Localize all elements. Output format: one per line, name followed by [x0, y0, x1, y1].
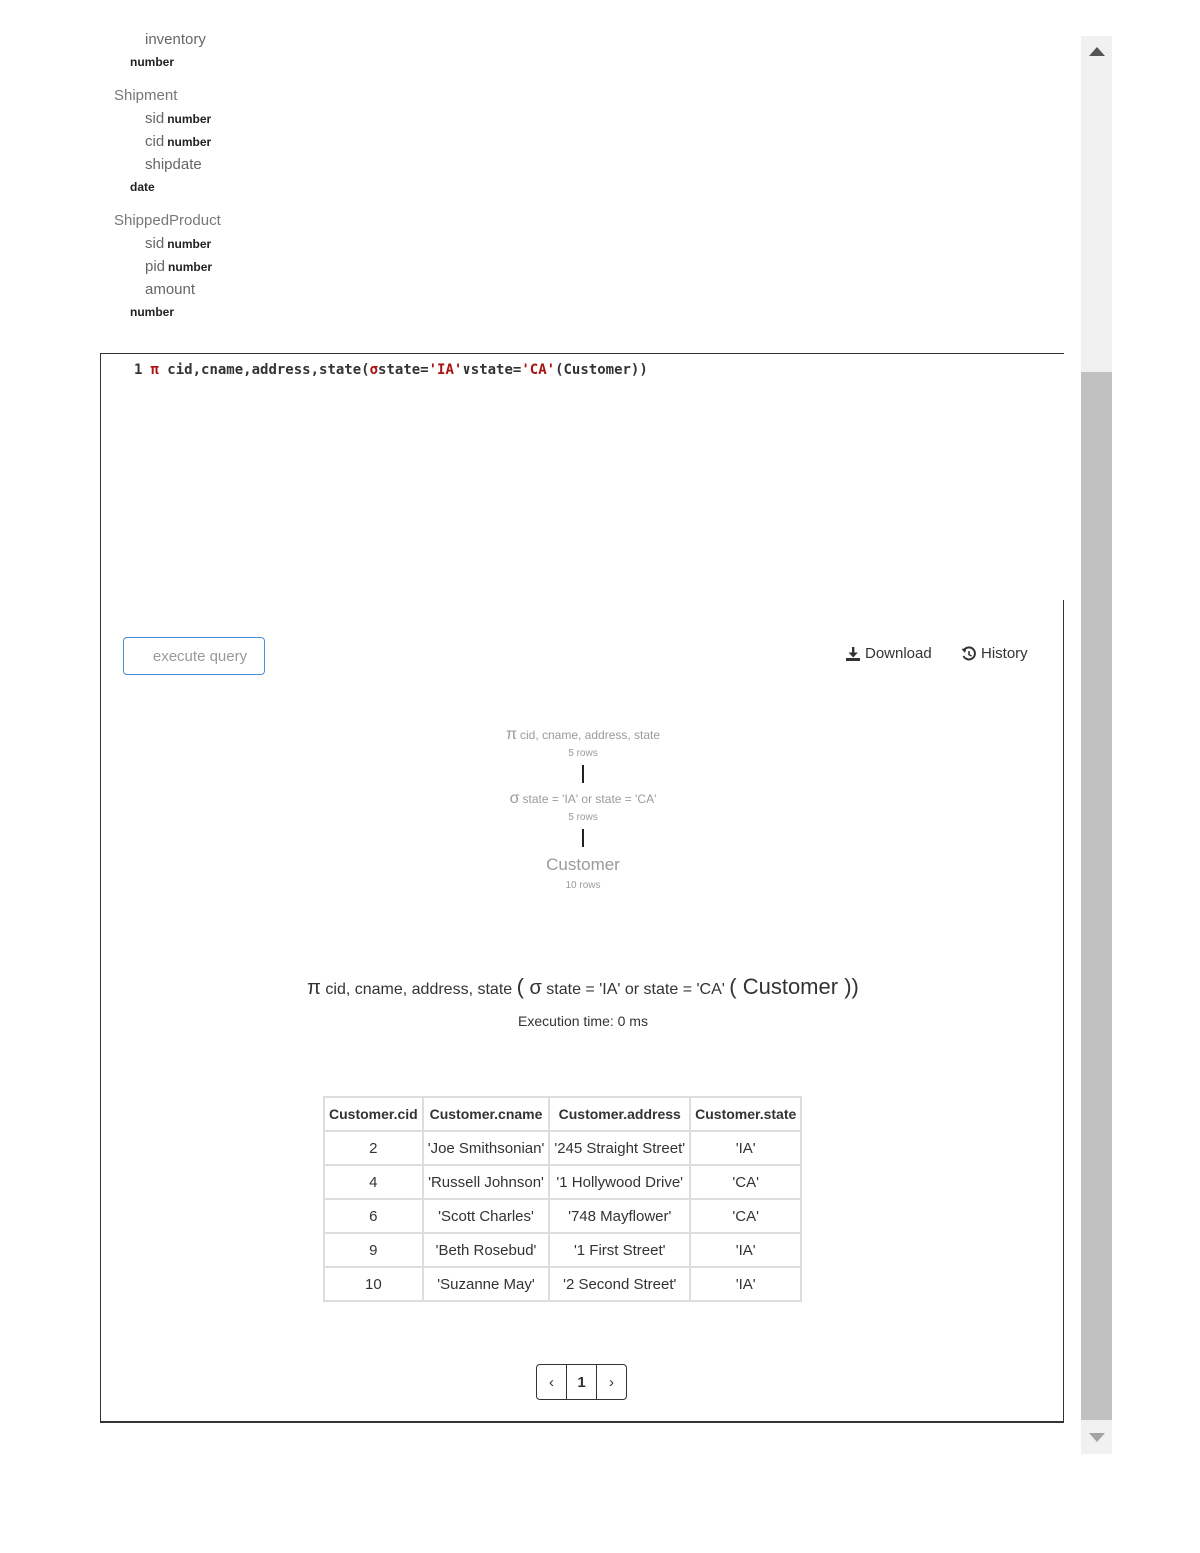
history-icon — [961, 646, 977, 662]
table-cell: 'CA' — [690, 1165, 801, 1199]
code-text: (Customer)) — [555, 362, 648, 378]
schema-attr-type: number — [130, 55, 175, 69]
schema-attr-type: number — [168, 260, 213, 274]
table-cell: 'Joe Smithsonian' — [423, 1131, 550, 1165]
table-cell: 'Scott Charles' — [423, 1199, 550, 1233]
expr-text: state = 'IA' or state = 'CA' — [541, 981, 730, 998]
schema-attr[interactable]: inventory — [145, 31, 206, 48]
table-cell: 'Suzanne May' — [423, 1267, 550, 1301]
schema-attr[interactable]: amount — [145, 281, 196, 298]
page-1-button[interactable]: 1 — [566, 1364, 597, 1400]
schema-attr[interactable]: sid number — [145, 235, 212, 252]
row-count: 10 rows — [565, 880, 601, 891]
schema-attr[interactable]: cid number — [145, 133, 212, 150]
prev-page-button[interactable]: ‹ — [536, 1364, 567, 1400]
tree-node-projection[interactable] — [420, 724, 746, 746]
panel-border — [100, 353, 101, 1423]
sigma-operator: σ — [369, 362, 379, 378]
pi-symbol: π — [307, 977, 321, 999]
schema-attr[interactable]: pid number — [145, 258, 213, 275]
column-header: Customer.cid — [324, 1097, 423, 1131]
table-cell: 2 — [324, 1131, 423, 1165]
editor-border — [100, 353, 1064, 354]
download-button[interactable] — [845, 645, 932, 662]
table-cell: 4 — [324, 1165, 423, 1199]
tree-edge — [582, 829, 584, 847]
table-cell: 'CA' — [690, 1199, 801, 1233]
schema-attr-type: number — [130, 305, 175, 319]
schema-attr[interactable]: shipdate — [145, 156, 202, 173]
column-header: Customer.state — [690, 1097, 801, 1131]
code-string: 'IA' — [428, 362, 463, 378]
execution-time: Execution time: 0 ms — [518, 1013, 648, 1029]
expr-text: cid, cname, address, state — [320, 981, 517, 998]
table-cell: '1 First Street' — [549, 1233, 690, 1267]
node-label: cid, cname, address, state — [519, 728, 661, 742]
column-header: Customer.cname — [423, 1097, 550, 1131]
result-table — [323, 1096, 802, 1302]
scrollbar-thumb[interactable] — [1081, 372, 1112, 1420]
schema-attr-type: number — [167, 237, 212, 251]
table-cell: 'Russell Johnson' — [423, 1165, 550, 1199]
schema-attr[interactable]: sid number — [145, 110, 212, 127]
schema-relation-shippedproduct[interactable]: ShippedProduct — [114, 212, 221, 229]
paren: )) — [844, 974, 859, 999]
table-row — [324, 1165, 801, 1199]
operator-tree — [420, 724, 746, 893]
row-count: 5 rows — [568, 812, 598, 823]
arrow-down-icon — [1089, 1433, 1105, 1442]
table-header-row — [324, 1097, 801, 1131]
table-cell: 'IA' — [690, 1131, 801, 1165]
next-page-button[interactable]: › — [596, 1364, 627, 1400]
query-editor[interactable] — [134, 362, 648, 378]
table-row — [324, 1233, 801, 1267]
tree-node-selection[interactable] — [420, 788, 746, 810]
pi-operator: π — [150, 362, 159, 378]
download-label: Download — [865, 645, 932, 662]
scroll-down-button[interactable] — [1081, 1422, 1112, 1452]
query-expression — [0, 974, 1166, 1000]
tree-edge — [582, 765, 584, 783]
or-operator: ∨ — [462, 362, 471, 378]
table-cell: '2 Second Street' — [549, 1267, 690, 1301]
tree-node-relation[interactable]: Customer — [546, 855, 620, 874]
code-text: cid,cname,address,state( — [158, 362, 370, 378]
history-button[interactable] — [961, 645, 1028, 662]
table-cell: 10 — [324, 1267, 423, 1301]
table-cell: 6 — [324, 1199, 423, 1233]
code-text: state= — [470, 362, 522, 378]
arrow-up-icon — [1089, 47, 1105, 56]
line-number: 1 — [134, 362, 143, 378]
schema-attr-type: number — [167, 112, 212, 126]
table-row — [324, 1267, 801, 1301]
table-row — [324, 1199, 801, 1233]
pagination — [536, 1364, 627, 1400]
column-header: Customer.address — [549, 1097, 690, 1131]
expr-relation: Customer — [736, 974, 845, 999]
schema-attr-type: number — [167, 135, 212, 149]
panel-border — [100, 1421, 1064, 1423]
row-count: 5 rows — [568, 748, 598, 759]
paren: ( — [516, 974, 524, 999]
scroll-up-button[interactable] — [1081, 36, 1112, 66]
table-cell: '748 Mayflower' — [549, 1199, 690, 1233]
history-label: History — [981, 645, 1028, 662]
table-cell: '1 Hollywood Drive' — [549, 1165, 690, 1199]
schema-attr-type: date — [130, 180, 155, 194]
schema-tree — [114, 28, 614, 324]
table-cell: 'IA' — [690, 1267, 801, 1301]
execute-query-button[interactable]: execute query — [123, 637, 265, 675]
sigma-symbol: σ — [523, 977, 542, 999]
code-string: 'CA' — [521, 362, 556, 378]
table-cell: 'Beth Rosebud' — [423, 1233, 550, 1267]
code-text: state= — [378, 362, 429, 378]
table-cell: '245 Straight Street' — [549, 1131, 690, 1165]
paren: ( — [729, 974, 737, 999]
sigma-symbol: σ — [509, 790, 520, 807]
download-icon — [845, 646, 861, 662]
schema-relation-shipment[interactable]: Shipment — [114, 87, 178, 104]
table-row — [324, 1131, 801, 1165]
table-cell: 9 — [324, 1233, 423, 1267]
table-cell: 'IA' — [690, 1233, 801, 1267]
panel-border — [1063, 600, 1064, 1423]
pi-symbol: π — [505, 726, 517, 743]
node-label: state = 'IA' or state = 'CA' — [522, 792, 657, 806]
